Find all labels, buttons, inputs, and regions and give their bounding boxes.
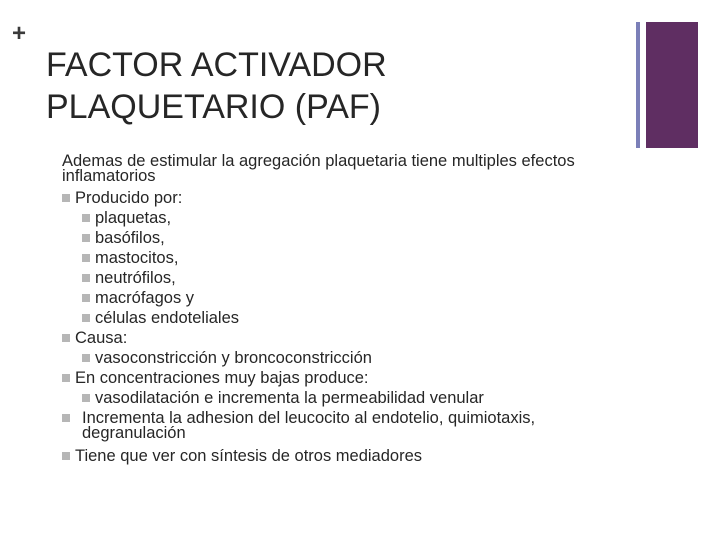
- square-bullet-icon: [82, 314, 90, 322]
- sub-list-item-label: vasoconstricción y broncoconstricción: [95, 349, 372, 367]
- sub-list-item: [62, 228, 642, 248]
- list-item-incrementa: [62, 411, 642, 441]
- square-bullet-icon: [82, 394, 90, 402]
- list-item-label: Producido por:: [75, 189, 183, 207]
- square-bullet-icon: [62, 194, 70, 202]
- sub-list-item: [62, 388, 642, 408]
- sub-list-item: [62, 308, 642, 328]
- sub-list-item-label: neutrófilos,: [95, 269, 176, 287]
- square-bullet-icon: [62, 334, 70, 342]
- square-bullet-icon: [82, 354, 90, 362]
- square-bullet-icon: [82, 234, 90, 242]
- sub-list-item-label: basófilos,: [95, 229, 165, 247]
- sub-list-item-label: células endoteliales: [95, 309, 240, 327]
- intro-text: Ademas de estimular la agregación plaquetaria tiene multiples efectos inflamatorios: [62, 152, 575, 185]
- list-item-bajas: [62, 368, 642, 388]
- square-bullet-icon: [82, 274, 90, 282]
- slide-title: [46, 44, 606, 128]
- sub-list-item: [62, 268, 642, 288]
- sub-list-item-label: mastocitos,: [95, 249, 179, 267]
- sub-list-item-label: plaquetas,: [95, 209, 172, 227]
- sub-list-item: [62, 208, 642, 228]
- plus-icon: +: [12, 20, 27, 47]
- square-bullet-icon: [82, 294, 90, 302]
- square-bullet-icon: [62, 452, 70, 460]
- list-item-label: Causa:: [75, 329, 128, 347]
- sub-list-item-label: macrófagos y: [95, 289, 195, 307]
- title-line-2: PLAQUETARIO (PAF): [46, 88, 382, 126]
- list-item-label: En concentraciones muy bajas produce:: [75, 369, 369, 387]
- square-bullet-icon: [82, 254, 90, 262]
- sub-list-item: [62, 288, 642, 308]
- sub-list-item: [62, 348, 642, 368]
- list-item-tiene: [62, 446, 642, 466]
- sub-list-item-label: vasodilatación e incrementa la permeabilidad venular: [95, 389, 484, 407]
- square-bullet-icon: [62, 374, 70, 382]
- title-line-1: FACTOR ACTIVADOR: [46, 46, 387, 84]
- decorative-accent-line: [636, 22, 640, 148]
- list-item-label: Tiene que ver con síntesis de otros mediadores: [75, 447, 422, 465]
- square-bullet-icon: [62, 414, 70, 422]
- list-item-producido: [62, 188, 642, 208]
- list-item-causa: [62, 328, 642, 348]
- sub-list-item: [62, 248, 642, 268]
- list-item-label: Incrementa la adhesion del leucocito al endotelio, quimiotaxis, degranulación: [82, 409, 536, 442]
- decorative-accent-block: [646, 22, 698, 148]
- slide-body: [62, 154, 642, 466]
- square-bullet-icon: [82, 214, 90, 222]
